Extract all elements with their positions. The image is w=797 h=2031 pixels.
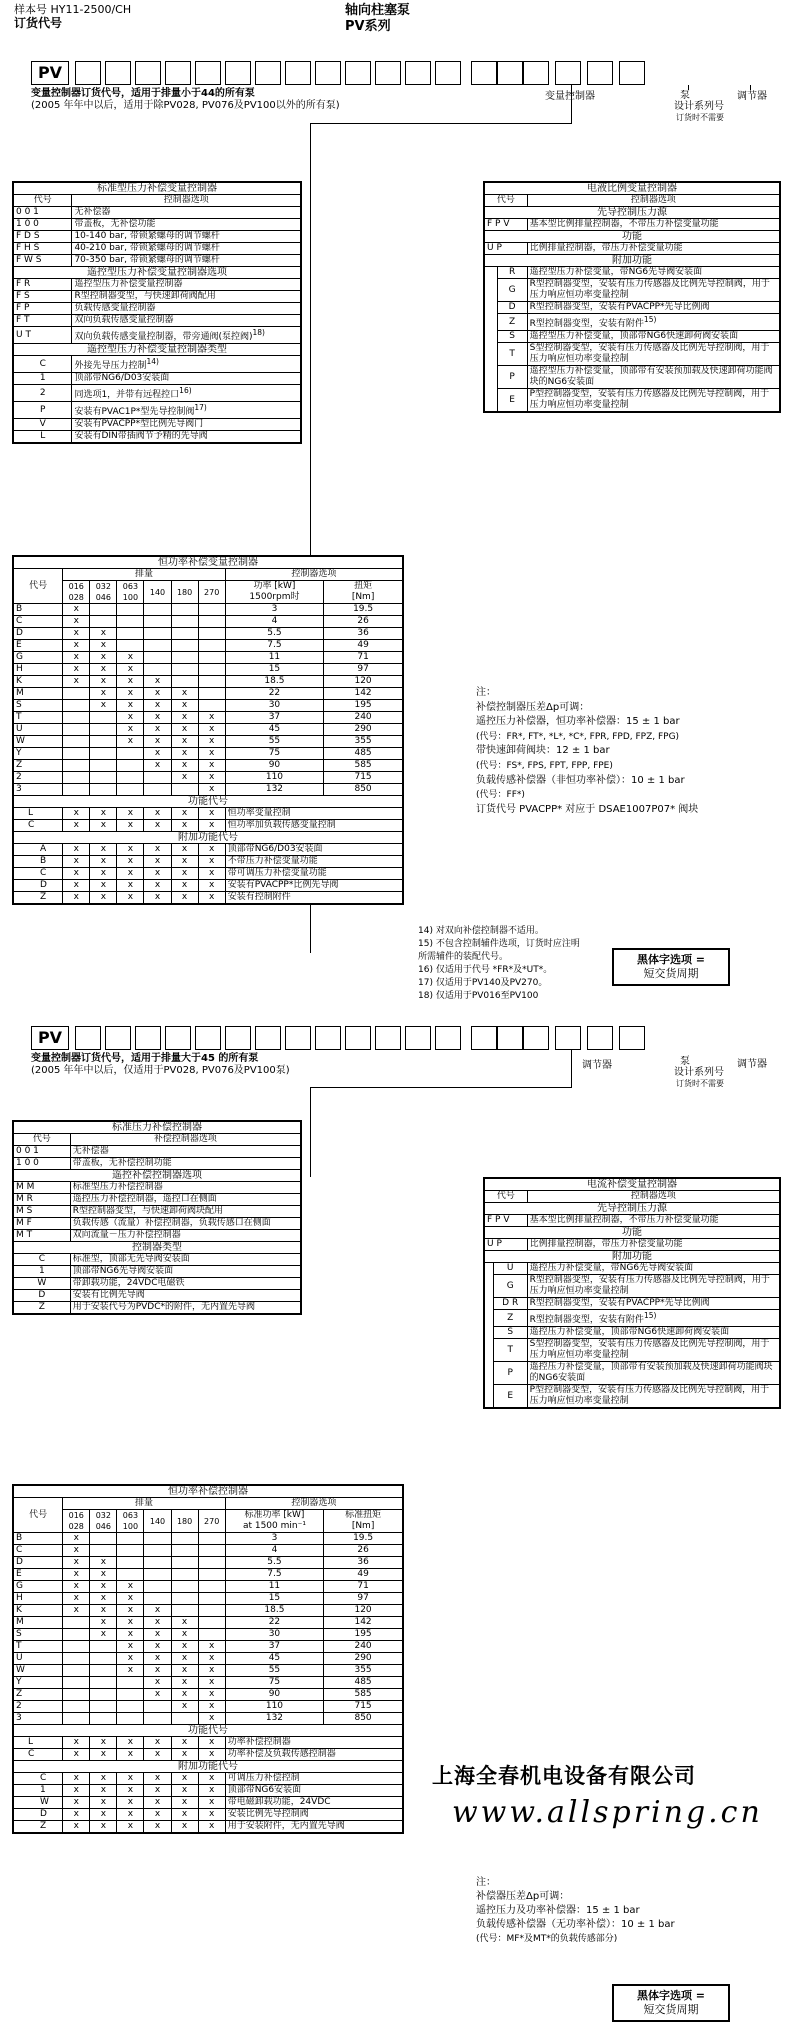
table-standard-pressure-comp: 标准型压力补偿变量控制器 代号 控制器选项 0 0 1 无补偿器 1 0 0 带盖板，无补偿功能 F D S 10-140 bar, 带锁紧螺母的调节螺杆 F H S 40-210 bar, 带锁紧螺母的调节螺杆 F W S 70-350 bar, 带锁紧螺母的调节螺杆 遥控型压力补偿变量控制器选项 F R 遥控型压力补偿变量控制器 F S R型控制器变型，与快速卸荷阀配用 F P 负载传感变量控制器 F T 双向负载传感变量控制器 U T 双向负载传感变量控制器，带旁通阀(泵控阀)$^{18)}$ 遥控型压力补偿变量控制器类型 C 外接先导压力控制$^{14)}$ 1 顶部带NG6/D03安装面 2 同选项1，并带有远程控口$^{16)}$ P 安装有PVAC1P*型先导控制阀$^{17)}$ V 安装有PVACPP*型比例先导阀门 L 安装有DIN带插阀节予精的先导阀 [12,181,302,444]
table-row: S x x x x 30 195 [14,700,403,712]
table-row: E x x 7.5 49 [14,640,403,652]
table-row: L x x x x x x 恒功率变量控制 [14,808,403,820]
table-row: L x x x x x x 功率补偿控制器 [14,1737,403,1749]
table-row: Z x x x 90 585 [14,1689,403,1701]
bottom-label-reg2: 调节器 [737,1059,767,1070]
table-row: K x x x x 18.5 120 [14,1605,403,1617]
table-row: 3 x 132 850 [14,784,403,796]
notes-top: 注： 补偿控制器压差Δp可调： 遥控压力补偿器，恒功率补偿器：15 ± 1 bar (代号：FR*, FT*, *L*, *C*, FPR, FPD, FPZ, FPG) 带快速卸荷阀块：12 ± 1 bar (代号：FS*, FPS, FPT, FPP, FPE) 负载传感补偿器（非恒功率补偿）：10 ± 1 bar (代号：FF*) 订货代号 PVACPP* 对应于 DSAE1007P07* 阀块 [476,687,699,815]
table-row: S x x x x 30 195 [14,1629,403,1641]
table-row: M x x x x 22 142 [14,688,403,700]
table-row: D x x x x x x 安装比例先导控制阀 [14,1809,403,1821]
table-row: C x x x x x x 功率补偿及负载传感控制器 [14,1749,403,1761]
table-row: B x 3 19.5 [14,604,403,616]
top-description: 变量控制器订货代号，适用于排量小于44的所有泵 (2005 年年中以后，适用于除PV028, PV076及PV100以外的所有泵) [31,88,340,111]
table-row: Y x x x 75 485 [14,748,403,760]
table-row: T x x x x 37 240 [14,712,403,724]
table-title: 恒功率补偿变量控制器 [14,557,403,569]
table-constant-power-top: 恒功率补偿变量控制器 代号 排量 控制器选项 016 028 032 046 063 100 140 180 270 功率 [kW] 1500rpm时 扭矩 [Nm] B x 3 19.5 C x 4 26 D x x 5.5 36 E x x 7.5 49 G x x x 11 71 H x x x 15 97 K x x x x 18.5 120 M x x x x 22 142 S x x x x 30 195 T x x x x 37 240 U x x x x 45 290 W x x x x 55 355 Y x x x 75 485 Z x x x 90 585 2 x x 110 715 3 x 132 850 功能代号 L x x x x x x 恒功率变量控制 C x x x x x x 恒功率加负载传感变量控制 附加功能代号 A x x x x x x 顶部带NG6/D03安装面 B x x x x x x 不带压力补偿变量功能 C x x x x x x 带可调压力补偿变量功能 D x x x x x x 安装有PVACPP*比例先导阀 Z x x x x x x 安装有控制附件 [12,555,404,905]
table-electro-proportional: 电液比例变量控制器 代号 控制器选项 先导控制压力源 F P V 基本型比例排量控制器，不带压力补偿变量功能 功能 U P 比例排量控制器，带压力补偿变量功能 附加功能 R 遥控型压力补偿变量，带NG6先导阀安装面 G R型控制器变型，安装有压力传感器及比例先导控制阀，用于压力响应恒功率变量控制 D R型控制器变型，安装有PVACPP*先导比例阀 Z R型控制器变型，安装有附件$^{15)}$ S 遥控型压力补偿变量，顶部带NG6快速卸荷阀安装面 T S型控制器变型，安装有压力传感器及比例先导控制阀，用于压力响应恒功率变量控制 P 遥控型压力补偿变量，顶部带有安装预加载及快速卸荷功能阀块的NG6安装面 E P型控制器变型，安装有压力传感器及比例先导控制阀，用于压力响应恒功率变量控制 [483,181,781,413]
top-label-pump: 泵 [680,90,690,101]
table-row: C x x x x x x 带可调压力补偿变量功能 [14,868,403,880]
order-code-boxes-top: PV [31,61,649,85]
top-label-design: 设计系列号 [674,101,724,112]
table-row: A x x x x x x 顶部带NG6/D03安装面 [14,844,403,856]
table-row: H x x x 15 97 [14,1593,403,1605]
table-row: W x x x x 55 355 [14,736,403,748]
table-row: C x x x x x x 可调压力补偿控制 [14,1773,403,1785]
table-row: Z x x x x x x 用于安装附件，无内置先导阀 [14,1821,403,1833]
top-label-ctrl: 变量控制器 [545,91,595,102]
bottom-label-design-note: 订货时不需要 [676,1079,724,1088]
table-row: 2 x x 110 715 [14,1701,403,1713]
table-row: C x 4 26 [14,1545,403,1557]
table-row: Y x x x 75 485 [14,1677,403,1689]
table-row: W x x x x x x 带电磁卸载功能，24VDC [14,1797,403,1809]
table-row: K x x x x 18.5 120 [14,676,403,688]
table-row: W x x x x 55 355 [14,1665,403,1677]
table-row: Z x x x 90 585 [14,760,403,772]
table-row: C x 4 26 [14,616,403,628]
bottom-label-design: 设计系列号 [674,1067,724,1078]
table-row: Z x x x x x x 安装有控制附件 [14,892,403,904]
table-row: B x 3 19.5 [14,1533,403,1545]
product-title: 轴向柱塞泵 PV系列 [345,3,411,34]
top-label-reg: 调节器 [737,91,767,102]
table-row: E x x 7.5 49 [14,1569,403,1581]
top-label-design-note: 订货时不需要 [676,113,724,122]
bottom-description: 变量控制器订货代号，适用于排量大于45 的所有泵 (2005 年年中以后，仅适用于PV028, PV076及PV100泵) [31,1053,290,1076]
sample-number: 样本号 HY11-2500/CH 订货代号 [14,3,132,31]
notes-bottom: 注： 补偿器压差Δp可调： 遥控压力及功率补偿器：15 ± 1 bar 负载传感补偿器（无功率补偿）：10 ± 1 bar (代号：MF*及MT*的负载传感部分) [476,1877,675,1944]
bottom-label-pump: 泵 [680,1056,690,1067]
order-code-boxes-bottom: PV [31,1026,649,1050]
table-row: U x x x x 45 290 [14,1653,403,1665]
table-standard-pressure-comp-bottom: 标准压力补偿控制器 代号 补偿控制器选项 0 0 1 无补偿器 1 0 0 带盖板，无补偿控制功能 遥控补偿控制器选项 M M 标准型压力补偿控制器 M R 遥控压力补偿控制器，遥控口在侧面 M S R型控制器变型，与快速卸荷阀块配用 M F 负载传感（流量）补偿控制器，负载传感口在侧面 M T 双向流量－压力补偿控制器 控制器类型 C 标准型，顶部无先导阀安装面 1 顶部带NG6先导阀安装面 W 带卸载功能，24VDC电磁铁 D 安装有比例先导阀 Z 用于安装代号为PVDC*的附件，无内置先导阀 [12,1120,302,1315]
table-row: H x x x 15 97 [14,664,403,676]
table-row: D x x x x x x 安装有PVACPP*比例先导阀 [14,880,403,892]
bottom-label-reg1: 调节器 [582,1060,612,1071]
table-row: G x x x 11 71 [14,652,403,664]
table-row: T x x x x 37 240 [14,1641,403,1653]
table-row: C x x x x x x 恒功率加负载传感变量控制 [14,820,403,832]
table-row: B x x x x x x 不带压力补偿变量功能 [14,856,403,868]
watermark-url: www.allspring.cn [452,1795,763,1830]
table-title: 恒功率补偿控制器 [14,1486,403,1498]
table-row: D x x 5.5 36 [14,1557,403,1569]
table-row: G x x x 11 71 [14,1581,403,1593]
footnotes: 14) 对双向补偿控制器不适用。 15) 不包含控制辅件选项，订货时应注明所需辅件的装配代号。 16) 仅适用于代号 *FR*及*UT*。 17) 仅适用于PV140及PV270。 18) 仅适用于PV016至PV100 [418,926,580,1001]
table-electro-current-comp: 电流补偿变量控制器 代号 控制器选项 先导控制压力源 F P V 基本型比例排量控制器，不带压力补偿变量功能 功能 U P 比例排量控制器，带压力补偿变量功能 附加功能 U 遥控压力补偿变量，带NG6先导阀安装面 G R型控制器变型，安装有压力传感器及比例先导控制阀，用于压力响应恒功率变量控制 D R R型控制器变型，安装有PVACPP*先导比例阀 Z R型控制器变型，安装有附件$^{15)}$ S 遥控压力补偿变量，顶部带NG6快速卸荷阀安装面 T S型控制器变型，安装有压力传感器及比例先导控制阀，用于压力响应恒功率变量控制 P 遥控压力补偿变量，顶部带有安装预加载及快速卸荷功能阀块的NG6安装面 E P型控制器变型，安装有压力传感器及比例先导控制阀，用于压力响应恒功率变量控制 [483,1177,781,1409]
table-row: 3 x 132 850 [14,1713,403,1725]
table-row: M x x x x 22 142 [14,1617,403,1629]
table-row: 1 x x x x x x 顶部带NG6安装面 [14,1785,403,1797]
bold-option-note-2: 黑体字选项 = 短交货周期 [612,1984,730,2022]
table-constant-power-bottom: 恒功率补偿控制器 代号 排量 控制器选项 016 028 032 046 063 100 140 180 270 标准功率 [kW] at 1500 min⁻¹ 标准扭矩 [Nm] B x 3 19.5 C x 4 26 D x x 5.5 36 E x x 7.5 49 G x x x 11 71 H x x x 15 97 K x x x x 18.5 120 M x x x x 22 142 S x x x x 30 195 T x x x x 37 240 U x x x x 45 290 W x x x x 55 355 Y x x x 75 485 Z x x x 90 585 2 x x 110 715 3 x 132 850 功能代号 L x x x x x x 功率补偿控制器 C x x x x x x 功率补偿及负载传感控制器 附加功能代号 C x x x x x x 可调压力补偿控制 1 x x x x x x 顶部带NG6安装面 W x x x x x x 带电磁卸载功能，24VDC D x x x x x x 安装比例先导控制阀 Z x x x x x x 用于安装附件，无内置先导阀 [12,1484,404,1834]
table-row: 2 x x 110 715 [14,772,403,784]
watermark-company: 上海全春机电设备有限公司 [432,1763,696,1788]
bold-option-note: 黑体字选项 = 短交货周期 [612,948,730,986]
table-row: D x x 5.5 36 [14,628,403,640]
table-row: U x x x x 45 290 [14,724,403,736]
